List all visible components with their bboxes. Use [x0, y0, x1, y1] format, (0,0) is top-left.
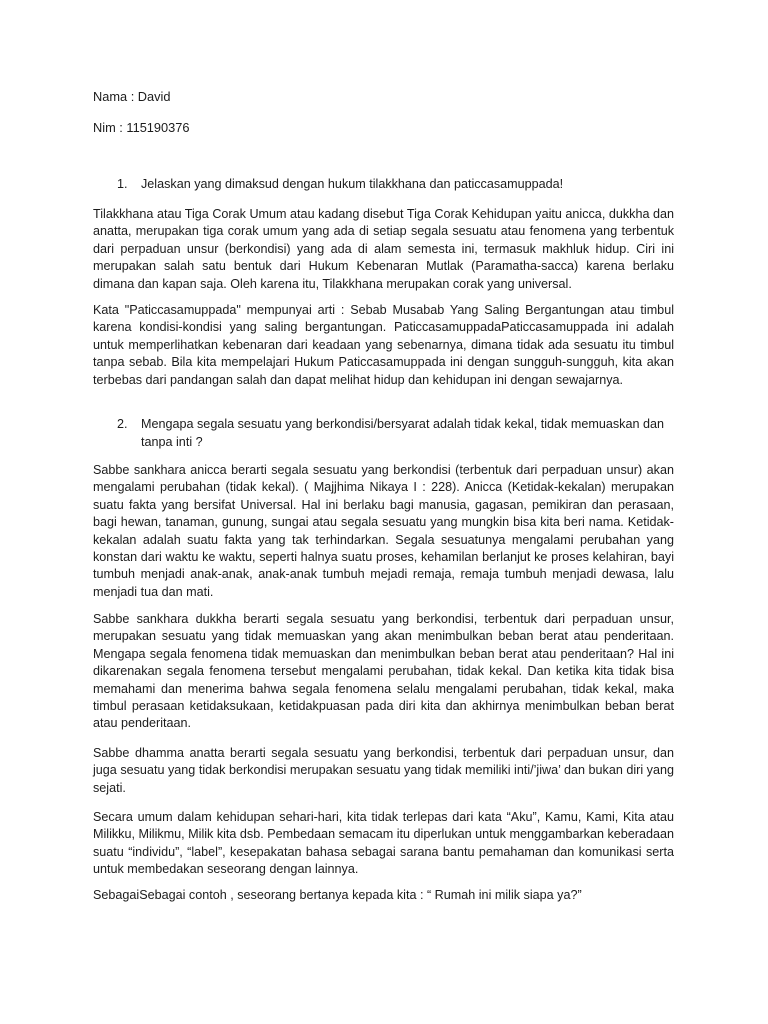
paragraph-aku: Secara umum dalam kehidupan sehari-hari, kita tidak terlepas dari kata “Aku”, Kamu, Kami, Kita atau Milikku, Milikmu, Milik kita dsb. Pembedaan semacam itu diperlukan untuk menggambarkan keberadaan suatu “individu”, “label”, kesepakatan bahasa sebagai sarana bantu pemahaman dan komunikasi serta untuk membedakan seseorang dengan lainnya.	[93, 810, 674, 877]
question-2-number: 2.	[117, 417, 128, 431]
paragraph-paticcasamuppada: Kata "Paticcasamuppada" mempunyai arti : Sebab Musabab Yang Saling Bergantungan atau timbul karena kondisi-kondisi yang saling bergantungan. PaticcasamuppadaPaticcasamuppada ini adalah untuk memperlihatkan kebenaran dari keadaan yang sebenarnya, dimana tidak ada sesuatu itu timbul tanpa sebab. Bila kita mempelajari Hukum Paticcasamuppada ini dengan sungguh-sungguh, kita akan terbebas dari pandangan salah dan dapat melihat hidup dan kehidupan ini dengan sewajarnya.	[93, 303, 674, 387]
paragraph-anicca: Sabbe sankhara anicca berarti segala sesuatu yang berkondisi (terbentuk dari perpaduan unsur) akan mengalami perubahan (tidak kekal). ( Majjhima Nikaya I : 228). Anicca (Ketidak-kekalan) merupakan suatu fakta yang bersifat Universal. Hal ini berlaku bagi manusia, gagasan, pemikiran dan perasaan, bagi hewan, tanaman, gunung, sungai atau segala sesuatu yang mungkin bisa kita beri nama. Ketidak-kekalan adalah suatu fakta yang tak terhindarkan. Segala sesuatunya mengalami perubahan yang konstan dari waktu ke waktu, seperti halnya suatu proses, kehamilan berlanjut ke proses kelahiran, bayi tumbuh menjadi anak-anak, anak-anak tumbuh mejadi remaja, remaja tumbuh menjadi dewasa, lalu menjadi tua dan mati.	[93, 463, 674, 599]
question-2	[117, 416, 677, 451]
paragraph-dukkha: Sabbe sankhara dukkha berarti segala sesuatu yang berkondisi, terbentuk dari perpaduan unsur, merupakan sesuatu yang tidak memuaskan yang akan menimbulkan beban berat atau penderitaan. Mengapa segala fenomena tidak memuaskan dan menimbulkan beban berat atau penderitaan? Hal ini dikarenakan segala fenomena tersebut mengalami perubahan, tidak kekal. Dan ketika kita tidak bisa memahami dan menerima bahwa segala fenomena selalu mengalami perubahan, tidak kekal, maka timbul perasaan ketidaksukaan, ketidakpuasan pada diri kita dan akhirnya menimbulkan beban berat atau penderitaan.	[93, 612, 674, 731]
paragraph-contoh: SebagaiSebagai contoh , seseorang bertanya kepada kita : “ Rumah ini milik siapa ya?”	[93, 888, 582, 902]
question-1-text: Jelaskan yang dimaksud dengan hukum tilakkhana dan paticcasamuppada!	[141, 177, 564, 191]
question-1	[117, 176, 677, 194]
question-1-number: 1.	[117, 177, 128, 191]
paragraph-tilakkhana: Tilakkhana atau Tiga Corak Umum atau kadang disebut Tiga Corak Kehidupan yaitu anicca, dukkha dan anatta, merupakan tiga corak umum yang ada di setiap segala sesuatu atau fenomena yang terbentuk dari perpaduan unsur (berkondisi) yang ada di alam semesta ini, termasuk makhluk hidup. Ciri ini merupakan salah satu bentuk dari Hukum Kebenaran Mutlak (Paramatha-sacca) karena berlaku dimana dan kapan saja. Oleh karena itu, Tilakkhana merupakan corak yang universal.	[93, 207, 674, 291]
question-2-text: Mengapa segala sesuatu yang berkondisi/bersyarat adalah tidak kekal, tidak memuaskan dan tanpa inti ?	[141, 417, 664, 449]
paragraph-anatta: Sabbe dhamma anatta berarti segala sesuatu yang berkondisi, terbentuk dari perpaduan unsur, dan juga sesuatu yang tidak berkondisi merupakan sesuatu yang tidak memiliki inti/’jiwa’ dan bukan diri yang sejati.	[93, 746, 674, 795]
student-name: Nama : David	[93, 89, 171, 104]
student-nim: Nim : 115190376	[93, 120, 190, 135]
